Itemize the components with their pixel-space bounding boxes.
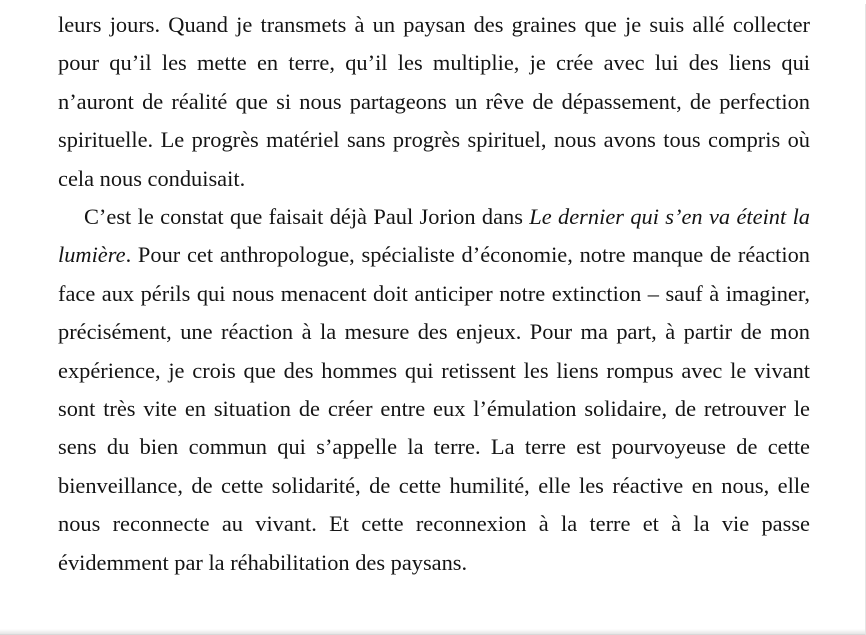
paragraph-2-text-end: . Pour cet anthropologue, spécialiste d’économie, notre manque de réaction face aux périls qui nous menacent doit anticiper notre extinction – sauf à imaginer, précisément, une réaction à la mesure des enjeux. Pour ma part, à partir de mon expérience, je crois que des hommes qui retissent les liens rompus avec le vivant sont très vite en situation de créer entre eux l’émulation solidaire, de retrouver le sens du bien commun qui s’appelle la terre. La terre est pourvoyeuse de cette bienveillance, de cette solidarité, de cette humilité, elle les réactive en nous, elle nous reconnecte au vivant. Et cette reconnexion à la terre et à la vie passe évidemment par la réhabilitation des paysans.	[58, 242, 810, 575]
top-clip-edge	[0, 0, 866, 4]
book-title: Le dernier qui s’en va éteint la lumière	[58, 204, 810, 268]
page-bottom-shadow	[0, 629, 865, 634]
paragraph-1-text: leurs jours. Quand je transmets à un paysan des graines que je suis allé collecter pour qu’il les mette en terre, qu’il les multiplie, je crée avec lui des liens qui n’auront de réalité que si nous partageons un rêve de dépassement, de perfection spirituelle. Le progrès matériel sans progrès spirituel, nous avons tous compris où cela nous conduisait.	[58, 12, 810, 191]
paragraph-2-text-start: C’est le constat que faisait déjà Paul Jorion dans	[84, 204, 530, 230]
document-text-body	[58, 6, 810, 582]
paragraph-1	[58, 6, 810, 198]
paragraph-2	[58, 198, 810, 582]
